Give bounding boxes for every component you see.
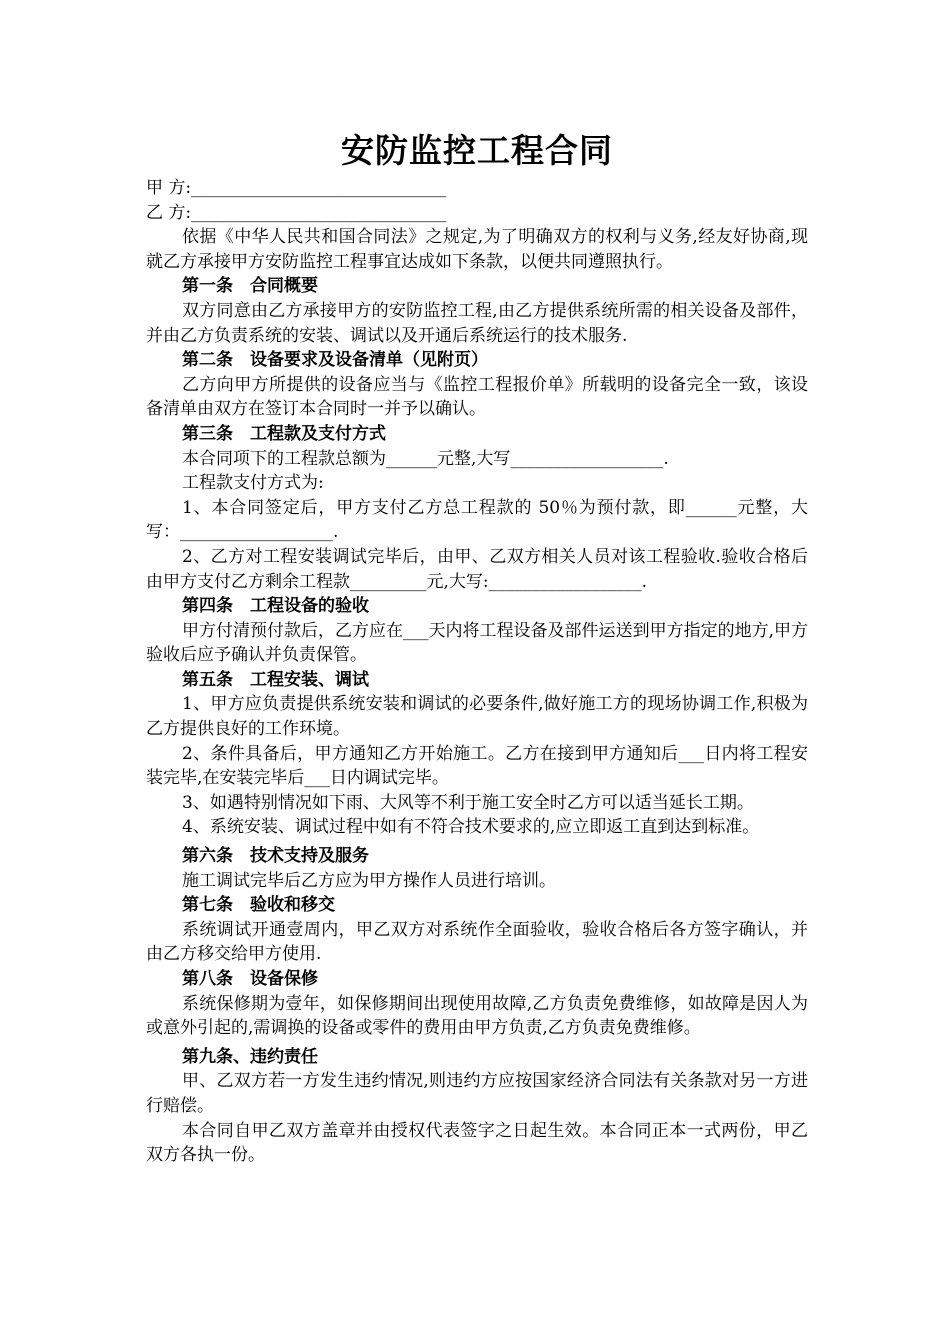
section-6 xyxy=(146,844,808,893)
section-heading: 第八条 设备保修 xyxy=(182,969,318,989)
section-paragraph: 系统调试开通壹周内，甲乙双方对系统作全面验收，验收合格后各方签字确认，并由乙方移交给甲方使用. xyxy=(146,919,808,965)
intro-paragraph: 依据《中华人民共和国合同法》之规定,为了明确双方的权利与义务,经友好协商,现就乙方承接甲方安防监控工程事宜达成如下条款，以便共同遵照执行。 xyxy=(146,227,808,272)
section-heading: 第六条 技术支持及服务 xyxy=(182,846,369,867)
contract-page xyxy=(146,126,808,1168)
section-7 xyxy=(146,893,808,967)
section-heading: 第三条 工程款及支付方式 xyxy=(182,423,386,444)
section-paragraph: 工程款支付方式为: xyxy=(182,473,324,494)
section-paragraph: 3、如遇特别情况如下雨、大风等不利于施工安全时乙方可以适当延长工期。 xyxy=(182,792,754,813)
section-heading: 第九条、违约责任 xyxy=(182,1046,318,1067)
party-b-line: 乙 方:______________________________ xyxy=(146,202,447,223)
section-heading: 第七条 验收和移交 xyxy=(182,895,335,916)
section-5 xyxy=(146,668,808,840)
section-8 xyxy=(146,967,808,1041)
document-title: 安防监控工程合同 xyxy=(341,131,613,170)
section-paragraph: 乙方向甲方所提供的设备应当与《监控工程报价单》所载明的设备完全一致，该设备清单由双方在签订本合同时一并予以确认。 xyxy=(146,374,808,420)
section-paragraph: 双方同意由乙方承接甲方的安防监控工程,由乙方提供系统所需的相关设备及部件，并由乙方负责系统的安装、调试以及开通后系统运行的技术服务. xyxy=(146,300,808,346)
section-paragraph: 4、系统安装、调试过程中如有不符合技术要求的,应立即返工直到达到标准。 xyxy=(182,817,760,838)
section-heading: 第四条 工程设备的验收 xyxy=(182,596,369,617)
section-9 xyxy=(146,1045,808,1168)
section-paragraph: 甲方付清预付款后，乙方应在___天内将工程设备及部件运送到甲方指定的地方,甲方验收后应予确认并负责保管。 xyxy=(146,620,808,666)
section-1 xyxy=(146,274,808,348)
section-2 xyxy=(146,348,808,422)
section-paragraph: 1、甲方应负责提供系统安装和调试的必要条件,做好施工方的现场协调工作,积极为乙方提供良好的工作环境。 xyxy=(146,694,808,740)
section-paragraph: 2、条件具备后，甲方通知乙方开始施工。乙方在接到甲方通知后___日内将工程安装完毕,在安装完毕后___日内调试完毕。 xyxy=(146,743,808,789)
section-heading: 第一条 合同概要 xyxy=(182,276,318,297)
party-a-line: 甲 方:______________________________ xyxy=(146,178,447,198)
section-heading: 第五条 工程安装、调试 xyxy=(182,669,369,690)
section-4 xyxy=(146,594,808,668)
section-paragraph: 2、乙方对工程安装调试完毕后，由甲、乙双方相关人员对该工程验收.验收合格后由甲方支付乙方剩余工程款_________元,大写:__________________. xyxy=(146,546,808,592)
section-paragraph: 本合同项下的工程款总额为______元整,大写__________________. xyxy=(182,448,669,469)
section-3 xyxy=(146,422,808,594)
section-paragraph: 系统保修期为壹年，如保修期间出现使用故障,乙方负责免费维修，如故障是因人为或意外引起的,需调换的设备或零件的费用由甲方负责,乙方负责免费维修。 xyxy=(146,993,808,1039)
section-paragraph: 1、本合同签定后，甲方支付乙方总工程款的 50％为预付款，即______元整，大写：__________________. xyxy=(146,497,808,543)
section-heading: 第二条 设备要求及设备清单（见附页） xyxy=(182,350,488,371)
section-paragraph: 甲、乙双方若一方发生违约情况,则违约方应按国家经济合同法有关条款对另一方进行赔偿。 xyxy=(146,1071,808,1116)
closing-paragraph: 本合同自甲乙双方盖章并由授权代表签字之日起生效。本合同正本一式两份，甲乙双方各执一份。 xyxy=(146,1120,808,1166)
section-paragraph: 施工调试完毕后乙方应为甲方操作人员进行培训。 xyxy=(182,870,556,891)
